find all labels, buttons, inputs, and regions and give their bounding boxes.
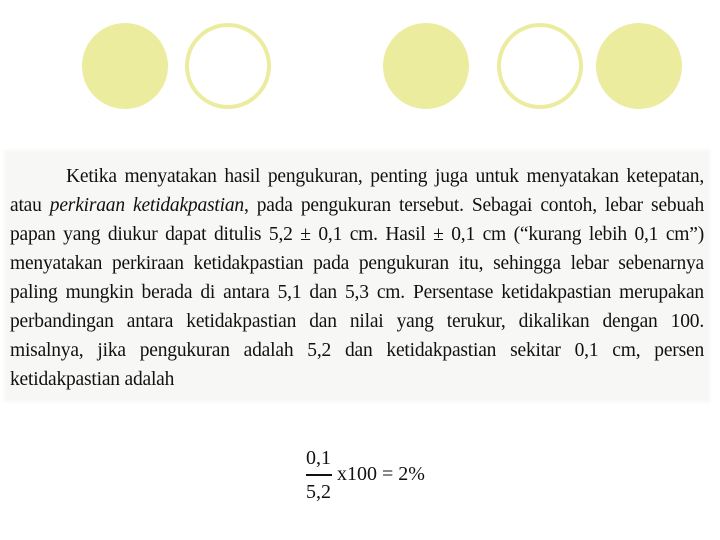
decorative-circle-filled bbox=[383, 23, 469, 109]
decorative-circle-filled bbox=[596, 23, 682, 109]
text-block bbox=[6, 152, 708, 400]
paragraph-text-rest: , pada pengukuran tersebut. Sebagai contoh, lebar sebuah papan yang diukur dapat ditulis 5,2 ± 0,1 cm. Hasil ± 0,1 cm (“kurang lebih 0,1 cm”) menyatakan perkiraan ketidakpastian pada pengukuran itu, sehingga lebar sebenarnya paling mungkin berada di antara 5,1 dan 5,3 cm. Persentase ketidakpastian merupakan perbandingan antara ketidakpastian dan nilai yang terukur, dikalikan dengan 100. misalnya, jika pengukuran adalah 5,2 dan ketidakpastian sekitar 0,1 cm, persen ketidakpastian adalah bbox=[10, 195, 705, 390]
percent-uncertainty-formula bbox=[304, 444, 425, 506]
paragraph-text-start: Ketika menyatakan hasil pengukuran, penting juga untuk menyatakan ketepatan, atau bbox=[10, 166, 704, 216]
fraction bbox=[304, 444, 333, 506]
formula-result: x100 = 2% bbox=[337, 463, 425, 486]
decorative-circle-filled bbox=[82, 23, 168, 109]
fraction-numerator: 0,1 bbox=[306, 447, 331, 469]
fraction-denominator: 5,2 bbox=[306, 480, 331, 503]
fraction-bar bbox=[306, 474, 332, 476]
decorative-circle-outline bbox=[497, 23, 583, 109]
body-paragraph bbox=[6, 152, 708, 400]
paragraph-italic-term: perkiraan ketidakpastian bbox=[49, 195, 244, 216]
decorative-circle-outline bbox=[185, 23, 271, 109]
